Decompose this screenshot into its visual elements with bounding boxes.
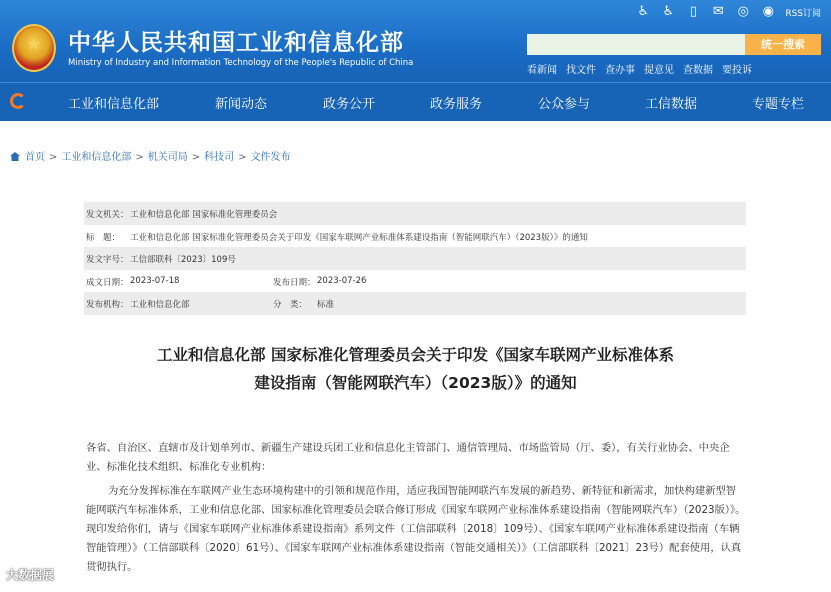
quick-link-data[interactable]: 查数据 bbox=[683, 65, 713, 76]
meta-docno-label: 发文字号： bbox=[86, 255, 129, 265]
breadcrumb-separator: > bbox=[135, 152, 144, 163]
nav-logo-icon[interactable] bbox=[10, 93, 26, 109]
site-header bbox=[0, 0, 831, 82]
meta-row-title bbox=[84, 225, 746, 248]
meta-created-value: 2023-07-18 bbox=[130, 275, 180, 286]
document-paragraph-recipients: 各省、自治区、直辖市及计划单列市、新疆生产建设兵团工业和信息化主管部门、通信管理局、市场监管局（厅、委），有关行业协会、中央企业、标准化技术组织、标准化专业机构： bbox=[86, 442, 730, 473]
breadcrumb-file-release[interactable]: 文件发布 bbox=[250, 152, 291, 163]
breadcrumb-separator: > bbox=[238, 152, 247, 163]
utility-icons bbox=[635, 4, 821, 20]
meta-title-value: 工业和信息化部 国家标准化管理委员会关于印发《国家车联网产业标准体系建设指南（智能网联汽车）（2023版）》的通知 bbox=[130, 232, 588, 243]
breadcrumb-science-dept[interactable]: 科技司 bbox=[204, 152, 235, 163]
meta-category-value: 标准 bbox=[317, 300, 335, 310]
quick-link-files[interactable]: 找文件 bbox=[566, 65, 596, 76]
document-title-line2: 建设指南（智能网联汽车）（2023版）》的通知 bbox=[254, 374, 577, 392]
site-title[interactable]: 中华人民共和国工业和信息化部 bbox=[68, 30, 404, 56]
search-button[interactable]: 统一搜索 bbox=[745, 34, 821, 55]
rss-link[interactable]: RSS订阅 bbox=[785, 8, 821, 19]
breadcrumb-departments[interactable]: 机关司局 bbox=[147, 152, 188, 163]
meta-row-publisher bbox=[84, 292, 746, 315]
mail-icon[interactable]: ✉ bbox=[712, 4, 724, 19]
breadcrumb bbox=[10, 148, 291, 163]
breadcrumb-home[interactable]: 首页 bbox=[25, 152, 45, 163]
meta-publisher-value: 工业和信息化部 bbox=[130, 300, 190, 310]
weibo-icon[interactable]: ◉ bbox=[762, 4, 774, 19]
meta-row-dates bbox=[84, 270, 746, 293]
document-paragraph-body: 为充分发挥标准在车联网产业生态环境构建中的引领和规范作用，适应我国智能网联汽车发展的新趋势、新特征和新需求，加快构建新型智能网联汽车标准体系，工业和信息化部、国家标准化管理委员会联合修订形成《国家车联网产业标准体系建设指南（智能网联汽车）（2023版）》。现印发给你们，请与《国家车联网产业标准体系建设指南》系列文件（工信部联科〔2018〕109号）、《国家车联网产业标准体系建设指南（车辆智能管理）》（工信部联科〔2020〕61号）、《国家车联网产业标准体系建设指南（智能交通相关）》（工信部联科〔2021〕23号）配套使用，认真贯彻执行。 bbox=[86, 485, 746, 573]
breadcrumb-miit[interactable]: 工业和信息化部 bbox=[61, 152, 132, 163]
meta-category-label: 分 类： bbox=[273, 300, 308, 310]
document-title bbox=[0, 341, 831, 397]
meta-title-label: 标 题： bbox=[86, 232, 121, 243]
nav-item-miit[interactable]: 工业和信息化部 bbox=[68, 97, 160, 112]
nav-item-gov-info[interactable]: 政务公开 bbox=[323, 97, 376, 112]
accessibility-icon[interactable]: ♿ bbox=[637, 4, 650, 19]
nav-item-news[interactable]: 新闻动态 bbox=[215, 97, 268, 112]
meta-published-label: 发布日期： bbox=[273, 277, 316, 288]
meta-published-value: 2023-07-26 bbox=[317, 275, 367, 286]
meta-created-label: 成文日期： bbox=[86, 277, 129, 288]
national-emblem-logo[interactable] bbox=[12, 24, 56, 72]
meta-issuer-label: 发文机关： bbox=[86, 210, 129, 220]
wheelchair-icon[interactable]: ♿ bbox=[662, 4, 675, 19]
meta-row-docno bbox=[84, 247, 746, 270]
nav-item-data[interactable]: 工信数据 bbox=[645, 97, 698, 112]
search-input[interactable] bbox=[527, 34, 745, 55]
meta-issuer-value: 工业和信息化部 国家标准化管理委员会 bbox=[130, 210, 278, 220]
nav-item-public[interactable]: 公众参与 bbox=[538, 97, 591, 112]
breadcrumb-separator: > bbox=[191, 152, 201, 163]
breadcrumb-separator: > bbox=[49, 152, 58, 163]
quick-link-complaint[interactable]: 要投诉 bbox=[722, 65, 752, 76]
meta-publisher-label: 发布机构： bbox=[86, 300, 129, 310]
meta-docno-value: 工信部联科〔2023〕109号 bbox=[130, 255, 236, 265]
watermark-label: 大数据展 bbox=[6, 568, 55, 582]
main-nav bbox=[0, 82, 831, 121]
document-meta-table bbox=[84, 202, 746, 315]
nav-item-gov-services[interactable]: 政务服务 bbox=[430, 97, 483, 112]
quick-links bbox=[527, 61, 752, 76]
home-icon bbox=[10, 152, 20, 161]
mobile-icon[interactable]: ▯ bbox=[689, 4, 697, 19]
wechat-icon[interactable]: ◎ bbox=[737, 4, 749, 19]
nav-item-topics[interactable]: 专题专栏 bbox=[752, 97, 805, 112]
quick-link-services[interactable]: 查办事 bbox=[605, 65, 635, 76]
quick-link-feedback[interactable]: 提意见 bbox=[644, 65, 674, 76]
document-title-line1: 工业和信息化部 国家标准化管理委员会关于印发《国家车联网产业标准体系 bbox=[157, 346, 674, 364]
site-subtitle: Ministry of Industry and Information Technology of the People's Republic of China bbox=[68, 58, 414, 68]
meta-row-issuer bbox=[84, 202, 746, 225]
quick-link-news[interactable]: 看新闻 bbox=[527, 65, 557, 76]
